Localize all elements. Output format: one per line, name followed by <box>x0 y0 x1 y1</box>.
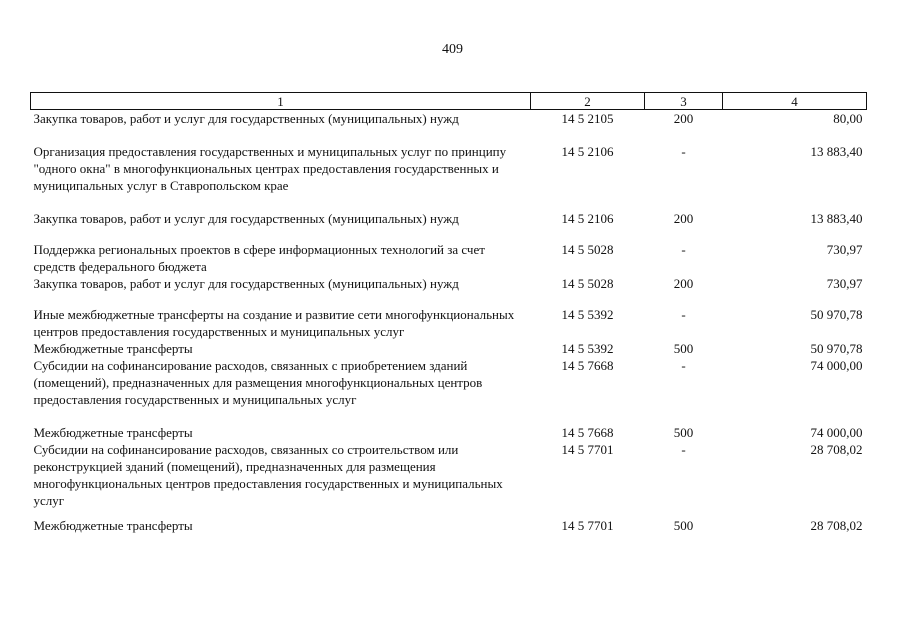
table-row <box>31 275 867 292</box>
row-name: Межбюджетные трансферты <box>33 425 193 440</box>
row-name: Межбюджетные трансферты <box>33 341 193 356</box>
row-code: 14 5 7668 <box>561 358 614 373</box>
row-sum: 730,97 <box>826 242 863 257</box>
row-type: 200 <box>673 276 694 291</box>
row-type: - <box>681 442 686 457</box>
row-code: 14 5 5028 <box>561 242 614 257</box>
row-sum: 28 708,02 <box>810 518 863 533</box>
row-type: 200 <box>673 111 694 126</box>
row-type: 500 <box>673 425 694 440</box>
row-name: Закупка товаров, работ и услуг для государственных (муниципальных) нужд <box>33 111 459 126</box>
row-name: Межбюджетные трансферты <box>33 518 193 533</box>
row-code: 14 5 7668 <box>561 425 614 440</box>
row-type: 200 <box>673 211 694 226</box>
row-code: 14 5 7701 <box>561 518 614 533</box>
row-code: 14 5 5392 <box>561 341 614 356</box>
table-row <box>31 408 867 441</box>
budget-table <box>30 92 867 534</box>
row-name: Закупка товаров, работ и услуг для государственных (муниципальных) нужд <box>33 211 459 226</box>
row-name: Организация предоставления государственных и муниципальных услуг по принципу "одного окна" в многофункциональных центрах предоставления государственных и муниципальных услуг в Ставропольском крае <box>33 144 507 193</box>
page-number: 409 <box>442 42 463 57</box>
column-header-4: 4 <box>723 93 867 110</box>
row-name: Закупка товаров, работ и услуг для государственных (муниципальных) нужд <box>33 276 459 291</box>
row-type: - <box>681 358 686 373</box>
row-name: Иные межбюджетные трансферты на создание и развитие сети многофункциональных центров предоставления государственных и муниципальных услуг <box>33 307 515 339</box>
column-header-3: 3 <box>645 93 723 110</box>
row-name: Субсидии на софинансирование расходов, связанных со строительством или реконструкцией зданий (помещений), предназначенных для размещения многофункциональных центров предоставления государственных и муниципальных услуг <box>33 442 503 508</box>
row-sum: 730,97 <box>826 276 863 291</box>
row-sum: 50 970,78 <box>810 307 863 322</box>
row-type: - <box>681 307 686 322</box>
table-row <box>31 127 867 194</box>
row-code: 14 5 2105 <box>561 111 614 126</box>
row-sum: 13 883,40 <box>810 144 863 159</box>
row-code: 14 5 5392 <box>561 307 614 322</box>
table-row <box>31 194 867 227</box>
table-row <box>31 227 867 275</box>
table-row <box>31 509 867 534</box>
row-type: - <box>681 144 686 159</box>
column-header-2: 2 <box>531 93 645 110</box>
row-sum: 74 000,00 <box>810 425 863 440</box>
row-code: 14 5 2106 <box>561 211 614 226</box>
row-sum: 28 708,02 <box>810 442 863 457</box>
row-code: 14 5 2106 <box>561 144 614 159</box>
row-name: Поддержка региональных проектов в сфере информационных технологий за счет средств федерального бюджета <box>33 242 485 274</box>
table-row <box>31 357 867 408</box>
table-row <box>31 340 867 357</box>
table-row <box>31 441 867 509</box>
row-type: - <box>681 242 686 257</box>
row-sum: 80,00 <box>833 111 863 126</box>
row-type: 500 <box>673 341 694 356</box>
row-sum: 13 883,40 <box>810 211 863 226</box>
row-code: 14 5 7701 <box>561 442 614 457</box>
row-code: 14 5 5028 <box>561 276 614 291</box>
row-sum: 74 000,00 <box>810 358 863 373</box>
row-name: Субсидии на софинансирование расходов, связанных с приобретением зданий (помещений), предназначенных для размещения многофункциональных центров предоставления государственных и муниципальных услуг <box>33 358 483 407</box>
row-type: 500 <box>673 518 694 533</box>
column-header-1: 1 <box>31 93 531 110</box>
row-sum: 50 970,78 <box>810 341 863 356</box>
table-row <box>31 110 867 128</box>
table-row <box>31 292 867 340</box>
table-header-row <box>31 93 867 110</box>
